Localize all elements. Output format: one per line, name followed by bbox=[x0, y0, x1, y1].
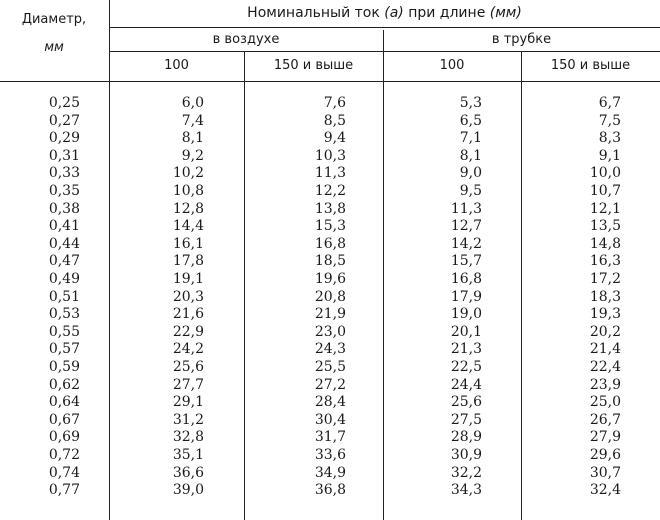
cell-tube-150: 14,8 bbox=[589, 235, 621, 252]
cell-tube-150: 9,1 bbox=[598, 147, 621, 164]
title-unit-mm: (мм) bbox=[489, 5, 522, 21]
cell-tube-150: 20,2 bbox=[589, 323, 621, 340]
cell-tube-150: 21,4 bbox=[589, 341, 621, 358]
title-unit-amp: (а) bbox=[384, 5, 404, 21]
rule-under-title bbox=[109, 27, 660, 28]
cell-air-100: 7,4 bbox=[181, 112, 204, 129]
cell-air-150: 30,4 bbox=[314, 411, 346, 428]
cell-diameter: 0,67 bbox=[48, 411, 80, 428]
cell-tube-100: 6,5 bbox=[459, 112, 482, 129]
cell-air-150: 34,9 bbox=[314, 464, 346, 481]
cell-tube-150: 7,5 bbox=[598, 112, 621, 129]
cell-air-100: 22,9 bbox=[172, 323, 204, 340]
cell-air-100: 20,3 bbox=[172, 288, 204, 305]
cell-tube-150: 25,0 bbox=[589, 394, 621, 411]
cell-diameter: 0,44 bbox=[48, 235, 80, 252]
cell-air-150: 25,5 bbox=[314, 359, 346, 375]
cell-air-150: 10,3 bbox=[314, 147, 346, 164]
cell-air-150: 20,8 bbox=[314, 288, 346, 305]
group-air-label: в воздухе bbox=[212, 32, 280, 47]
cell-diameter: 0,57 bbox=[48, 341, 80, 358]
cell-diameter: 0,69 bbox=[48, 429, 80, 446]
cell-tube-100: 21,3 bbox=[450, 341, 482, 358]
cell-diameter: 0,31 bbox=[48, 147, 80, 164]
cell-air-100: 21,6 bbox=[172, 306, 204, 323]
cell-tube-100: 5,3 bbox=[459, 95, 482, 111]
cell-tube-150: 13,5 bbox=[589, 218, 621, 235]
cell-air-150: 19,6 bbox=[314, 271, 346, 287]
rule-vertical-air-split bbox=[244, 52, 245, 520]
title-mid: при длине bbox=[408, 5, 486, 21]
rule-vertical-group-split bbox=[383, 30, 384, 520]
cell-air-150: 16,8 bbox=[314, 235, 346, 252]
cell-diameter: 0,27 bbox=[48, 112, 80, 129]
cell-diameter: 0,47 bbox=[48, 253, 80, 270]
cell-tube-100: 16,8 bbox=[450, 271, 482, 287]
title-text: Номинальный ток bbox=[247, 5, 380, 21]
subheader-tube-100 bbox=[383, 58, 521, 73]
subheader-tube-150 bbox=[521, 58, 660, 73]
cell-air-150: 36,8 bbox=[314, 482, 346, 499]
cell-tube-100: 19,0 bbox=[450, 306, 482, 323]
cell-tube-100: 7,1 bbox=[459, 130, 482, 147]
cell-diameter: 0,53 bbox=[48, 306, 80, 323]
cell-tube-150: 26,7 bbox=[589, 411, 621, 428]
diameter-header bbox=[3, 12, 105, 27]
cell-air-150: 33,6 bbox=[314, 447, 346, 463]
cell-air-100: 8,1 bbox=[181, 130, 204, 147]
cell-air-100: 10,2 bbox=[172, 165, 204, 182]
cell-diameter: 0,35 bbox=[48, 183, 80, 199]
cell-tube-150: 18,3 bbox=[589, 288, 621, 305]
cell-tube-150: 16,3 bbox=[589, 253, 621, 270]
cell-tube-150: 12,1 bbox=[589, 200, 621, 217]
cell-tube-150: 29,6 bbox=[589, 447, 621, 463]
cell-tube-150: 23,9 bbox=[589, 376, 621, 393]
subheader-tube-150-label: 150 и выше bbox=[550, 58, 631, 73]
cell-tube-150: 6,7 bbox=[598, 95, 621, 111]
cell-air-100: 36,6 bbox=[172, 464, 204, 481]
cell-tube-100: 8,1 bbox=[459, 147, 482, 164]
diameter-label: Диаметр, bbox=[21, 12, 87, 27]
cell-tube-100: 17,9 bbox=[450, 288, 482, 305]
subheader-air-100-label: 100 bbox=[164, 58, 189, 73]
diameter-unit: мм bbox=[44, 40, 64, 55]
rule-vertical-diameter bbox=[109, 0, 110, 520]
cell-tube-150: 19,3 bbox=[589, 306, 621, 323]
cell-diameter: 0,29 bbox=[48, 130, 80, 147]
cell-tube-100: 34,3 bbox=[450, 482, 482, 499]
cell-tube-100: 32,2 bbox=[450, 464, 482, 481]
cell-tube-100: 9,0 bbox=[459, 165, 482, 182]
cell-diameter: 0,64 bbox=[48, 394, 80, 411]
cell-tube-150: 22,4 bbox=[589, 359, 621, 375]
cell-tube-100: 9,5 bbox=[459, 183, 482, 199]
cell-tube-100: 12,7 bbox=[450, 218, 482, 235]
cell-air-150: 15,3 bbox=[314, 218, 346, 235]
cell-air-150: 8,5 bbox=[323, 112, 346, 129]
cell-diameter: 0,72 bbox=[48, 447, 80, 463]
cell-air-100: 9,2 bbox=[181, 147, 204, 164]
cell-diameter: 0,77 bbox=[48, 482, 80, 499]
subheader-air-100 bbox=[109, 58, 244, 73]
cell-air-100: 6,0 bbox=[181, 95, 204, 111]
cell-tube-100: 11,3 bbox=[450, 200, 482, 217]
subheader-air-150 bbox=[244, 58, 383, 73]
cell-tube-100: 27,5 bbox=[450, 411, 482, 428]
cell-tube-150: 17,2 bbox=[589, 271, 621, 287]
cell-tube-150: 27,9 bbox=[589, 429, 621, 446]
cell-air-150: 28,4 bbox=[314, 394, 346, 411]
cell-diameter: 0,41 bbox=[48, 218, 80, 235]
cell-tube-100: 14,2 bbox=[450, 235, 482, 252]
cell-diameter: 0,49 bbox=[48, 271, 80, 287]
rule-under-header bbox=[0, 81, 660, 82]
cell-air-150: 11,3 bbox=[314, 165, 346, 182]
diameter-unit-header bbox=[3, 40, 105, 55]
cell-air-150: 23,0 bbox=[314, 323, 346, 340]
cell-tube-100: 25,6 bbox=[450, 394, 482, 411]
cell-air-100: 25,6 bbox=[172, 359, 204, 375]
cell-diameter: 0,33 bbox=[48, 165, 80, 182]
cell-tube-100: 15,7 bbox=[450, 253, 482, 270]
cell-tube-150: 10,0 bbox=[589, 165, 621, 182]
cell-air-100: 27,7 bbox=[172, 376, 204, 393]
cell-air-100: 10,8 bbox=[172, 183, 204, 199]
cell-air-100: 17,8 bbox=[172, 253, 204, 270]
cell-air-150: 24,3 bbox=[314, 341, 346, 358]
cell-tube-100: 30,9 bbox=[450, 447, 482, 463]
cell-air-100: 14,4 bbox=[172, 218, 204, 235]
cell-air-100: 24,2 bbox=[172, 341, 204, 358]
cell-diameter: 0,59 bbox=[48, 359, 80, 375]
cell-tube-150: 10,7 bbox=[589, 183, 621, 199]
cell-diameter: 0,62 bbox=[48, 376, 80, 393]
cell-tube-150: 8,3 bbox=[598, 130, 621, 147]
cell-air-150: 21,9 bbox=[314, 306, 346, 323]
group-tube-label: в трубке bbox=[491, 32, 552, 47]
cell-air-100: 16,1 bbox=[172, 235, 204, 252]
cell-diameter: 0,38 bbox=[48, 200, 80, 217]
rule-vertical-tube-split bbox=[521, 52, 522, 520]
cell-air-100: 29,1 bbox=[172, 394, 204, 411]
cell-diameter: 0,51 bbox=[48, 288, 80, 305]
cell-air-100: 12,8 bbox=[172, 200, 204, 217]
cell-air-150: 13,8 bbox=[314, 200, 346, 217]
cell-diameter: 0,25 bbox=[48, 95, 80, 111]
cell-diameter: 0,55 bbox=[48, 323, 80, 340]
cell-air-100: 31,2 bbox=[172, 411, 204, 428]
subheader-tube-100-label: 100 bbox=[439, 58, 465, 73]
cell-air-150: 7,6 bbox=[323, 95, 346, 111]
cell-tube-100: 24,4 bbox=[450, 376, 482, 393]
subheader-air-150-label: 150 и выше bbox=[273, 58, 354, 73]
cell-tube-150: 30,7 bbox=[589, 464, 621, 481]
group-tube bbox=[383, 32, 660, 47]
cell-tube-150: 32,4 bbox=[589, 482, 621, 499]
cell-tube-100: 20,1 bbox=[450, 323, 482, 340]
cell-air-150: 9,4 bbox=[323, 130, 346, 147]
group-air bbox=[109, 32, 383, 47]
cell-air-150: 27,2 bbox=[314, 376, 346, 393]
cell-air-150: 12,2 bbox=[314, 183, 346, 199]
cell-tube-100: 28,9 bbox=[450, 429, 482, 446]
cell-air-100: 39,0 bbox=[172, 482, 204, 499]
cell-air-100: 19,1 bbox=[172, 271, 204, 287]
cell-air-100: 35,1 bbox=[172, 447, 204, 463]
cell-air-150: 31,7 bbox=[314, 429, 346, 446]
rule-under-groups bbox=[109, 51, 660, 52]
cell-tube-100: 22,5 bbox=[450, 359, 482, 375]
cell-air-100: 32,8 bbox=[172, 429, 204, 446]
cell-air-150: 18,5 bbox=[314, 253, 346, 270]
main-title bbox=[109, 5, 660, 21]
cell-diameter: 0,74 bbox=[48, 464, 80, 481]
